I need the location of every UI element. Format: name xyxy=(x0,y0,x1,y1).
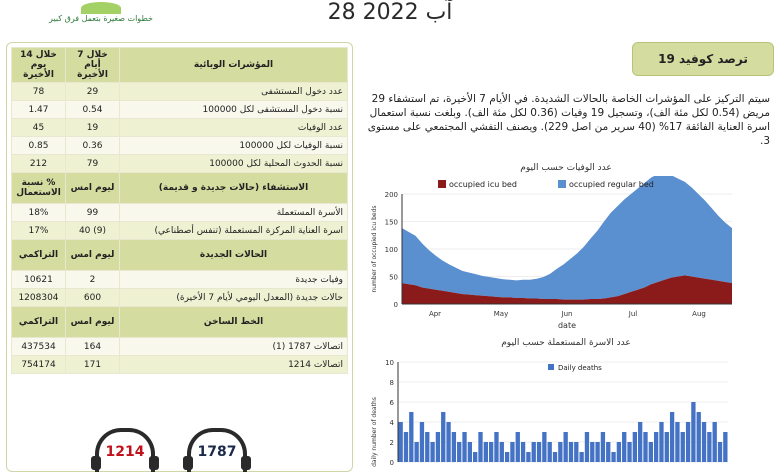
cell: 0.85 xyxy=(12,137,66,155)
cell: (9) 40 xyxy=(66,222,120,240)
cell: 18% xyxy=(12,204,66,222)
x-tick-label: May xyxy=(493,310,509,318)
table-header xyxy=(12,307,348,338)
header-label: المؤشرات الوبائية xyxy=(120,48,348,83)
hotline-icons xyxy=(95,428,295,470)
bar xyxy=(521,442,525,462)
bar xyxy=(399,422,403,462)
row-label: نسبة الوفيات لكل 100000 xyxy=(120,137,348,155)
row-label: وفيات جديدة xyxy=(120,271,348,289)
ear-icon xyxy=(183,456,193,470)
x-tick-label: Apr xyxy=(428,310,442,318)
y-tick-label: 50 xyxy=(389,273,398,282)
header-label: الحالات الجديدة xyxy=(120,240,348,271)
bar xyxy=(574,442,578,462)
section-title-box xyxy=(632,42,774,76)
bar xyxy=(516,432,520,462)
bar xyxy=(702,422,706,462)
hotline-number: 1787 xyxy=(197,444,237,460)
bar xyxy=(611,452,615,462)
row-label: اتصالات 1214 xyxy=(120,356,348,374)
bar xyxy=(659,422,663,462)
y-tick-label: 10 xyxy=(385,359,394,367)
table-row xyxy=(12,338,348,356)
deaths-bar-chart xyxy=(368,352,748,472)
bar xyxy=(649,442,653,462)
bar xyxy=(409,412,413,462)
chart1-caption: عدد الوفيات حسب اليوم xyxy=(520,163,612,173)
bar xyxy=(494,432,498,462)
bar xyxy=(478,432,482,462)
bar xyxy=(564,432,568,462)
bar xyxy=(670,412,674,462)
x-tick-label: Jun xyxy=(561,310,573,318)
row-label: عدد دخول المستشفى xyxy=(120,83,348,101)
cell: 0.54 xyxy=(66,101,120,119)
cell: 17% xyxy=(12,222,66,240)
bar xyxy=(627,442,631,462)
legend-label: occupied regular bed xyxy=(569,180,654,189)
x-tick-label: Aug xyxy=(692,310,706,318)
bar xyxy=(622,432,626,462)
ear-icon xyxy=(241,456,251,470)
table-row xyxy=(12,137,348,155)
y-tick-label: 100 xyxy=(384,246,398,254)
cell: 45 xyxy=(12,119,66,137)
cell: 2 xyxy=(66,271,120,289)
row-label: حالات جديدة (المعدل اليومي لأيام 7 الأخيرة) xyxy=(120,289,348,307)
table-row xyxy=(12,222,348,240)
bar xyxy=(414,442,418,462)
table-row xyxy=(12,101,348,119)
bar xyxy=(601,432,605,462)
bar xyxy=(579,452,583,462)
bar xyxy=(548,442,552,462)
beds-area-chart xyxy=(368,176,748,336)
table-header xyxy=(12,173,348,204)
bar xyxy=(590,442,594,462)
y-tick-label: 150 xyxy=(384,218,398,227)
bar xyxy=(569,442,573,462)
bar xyxy=(654,432,658,462)
y-tick-label: 200 xyxy=(384,191,398,199)
report-date: 28 آب 2022 xyxy=(327,0,453,25)
cell: 29 xyxy=(66,83,120,101)
bar xyxy=(537,442,541,462)
table-header xyxy=(12,240,348,271)
table-header xyxy=(12,48,348,83)
bar xyxy=(532,442,536,462)
y-tick-label: 0 xyxy=(389,459,394,467)
header-col1: ليوم امس xyxy=(66,307,120,338)
bar xyxy=(665,432,669,462)
y-tick-label: 4 xyxy=(389,419,394,427)
bar xyxy=(718,442,722,462)
header-col1: خلال 7 أيام الأخيرة xyxy=(66,48,120,83)
legend-swatch-deaths xyxy=(548,364,554,370)
header-col2: التراكمي xyxy=(12,307,66,338)
y-axis-label: number of occupied icu beds xyxy=(371,205,378,293)
table-row xyxy=(12,83,348,101)
cell: 10621 xyxy=(12,271,66,289)
summary-paragraph: سيتم التركيز على المؤشرات الخاصة بالحالات الشديدة. في الأيام 7 الأخيرة، تم استشفاء 29 مريض (0.54 لكل مئة الف)، وتسجيل 19 وفيات (0.36 لكل مئة الف). وبلغت نسبة استعمال اسرة العناية الفائقة 17% (40 سرير من اصل 229). ويصنف التفشي المجتمعي على مستوى 3. xyxy=(367,93,770,147)
bar xyxy=(643,432,647,462)
cell: 171 xyxy=(66,356,120,374)
top-bar xyxy=(0,0,780,36)
y-tick-label: 0 xyxy=(393,301,398,309)
bar xyxy=(707,432,711,462)
bar xyxy=(526,452,530,462)
cell: 0.36 xyxy=(66,137,120,155)
bar xyxy=(553,452,557,462)
legend-label: occupied icu bed xyxy=(449,180,517,189)
bar xyxy=(430,442,434,462)
cell: 164 xyxy=(66,338,120,356)
ear-icon xyxy=(149,456,159,470)
cell: 78 xyxy=(12,83,66,101)
row-label: الأسرة المستعملة xyxy=(120,204,348,222)
logo-text: خطوات صغيرة بتعمل فرق كبير xyxy=(49,14,153,23)
bar xyxy=(638,422,642,462)
row-label: عدد الوفيات xyxy=(120,119,348,137)
bar xyxy=(691,402,695,462)
header-col2: % نسبة الاستعمال xyxy=(12,173,66,204)
table-row xyxy=(12,119,348,137)
cell: 212 xyxy=(12,155,66,173)
bar xyxy=(462,432,466,462)
chart2-caption: عدد الاسرة المستعملة حسب اليوم xyxy=(501,338,631,348)
bar xyxy=(510,442,514,462)
header-label: الاستشفاء (حالات جديدة و قديمة) xyxy=(120,173,348,204)
header-col2: خلال 14 يوم الأخيرة xyxy=(12,48,66,83)
cell: 1208304 xyxy=(12,289,66,307)
table-row xyxy=(12,289,348,307)
cell: 600 xyxy=(66,289,120,307)
hotline-number: 1214 xyxy=(105,444,145,460)
bar xyxy=(633,432,637,462)
cell: 754174 xyxy=(12,356,66,374)
cell: 1.47 xyxy=(12,101,66,119)
bar xyxy=(436,432,440,462)
ear-icon xyxy=(91,456,101,470)
bar xyxy=(606,442,610,462)
bar xyxy=(675,422,679,462)
bar xyxy=(441,412,445,462)
bar xyxy=(585,432,589,462)
section-title: ترصد كوفيد 19 xyxy=(658,52,748,66)
cell: 99 xyxy=(66,204,120,222)
bar xyxy=(686,422,690,462)
table-row xyxy=(12,271,348,289)
y-tick-label: 2 xyxy=(389,439,394,447)
cell: 437534 xyxy=(12,338,66,356)
y-tick-label: 8 xyxy=(389,379,394,387)
cell: 79 xyxy=(66,155,120,173)
indicators-table xyxy=(11,47,348,374)
indicators-panel xyxy=(6,42,353,472)
bar xyxy=(713,422,717,462)
cell: 19 xyxy=(66,119,120,137)
bar xyxy=(473,452,477,462)
bar xyxy=(489,442,493,462)
bar xyxy=(420,422,424,462)
y-axis-label: daily number of deaths xyxy=(371,397,378,467)
legend-swatch-regular xyxy=(558,180,566,188)
bar xyxy=(484,442,488,462)
bar xyxy=(500,442,504,462)
bar xyxy=(558,442,562,462)
header-col2: التراكمي xyxy=(12,240,66,271)
bar xyxy=(446,422,450,462)
table-row xyxy=(12,356,348,374)
bar xyxy=(542,432,546,462)
bar xyxy=(452,432,456,462)
x-tick-label: Jul xyxy=(628,310,638,318)
headset-icon-1787 xyxy=(187,428,247,472)
row-label: نسبة دخول المستشفى لكل 100000 xyxy=(120,101,348,119)
bar xyxy=(505,452,509,462)
surveillance-panel xyxy=(358,42,774,470)
bar xyxy=(723,432,727,462)
legend-label: Daily deaths xyxy=(558,364,602,372)
header-label: الخط الساخن xyxy=(120,307,348,338)
bar xyxy=(595,442,599,462)
header-col1: ليوم امس xyxy=(66,240,120,271)
bar xyxy=(457,442,461,462)
bar xyxy=(404,432,408,462)
bar xyxy=(468,442,472,462)
bar xyxy=(617,442,621,462)
row-label: اسرة العناية المركزة المستعملة (تنفس أصطناعي) xyxy=(120,222,348,240)
legend-swatch-icu xyxy=(438,180,446,188)
row-label: اتصالات 1787 (1) xyxy=(120,338,348,356)
bar xyxy=(681,432,685,462)
header-col1: ليوم امس xyxy=(66,173,120,204)
bar xyxy=(697,412,701,462)
bar xyxy=(425,432,429,462)
table-row xyxy=(12,155,348,173)
y-tick-label: 6 xyxy=(389,399,394,407)
x-axis-label: date xyxy=(557,321,577,330)
headset-icon-1214 xyxy=(95,428,155,472)
row-label: نسبة الحدوث المحلية لكل 100000 xyxy=(120,155,348,173)
table-row xyxy=(12,204,348,222)
